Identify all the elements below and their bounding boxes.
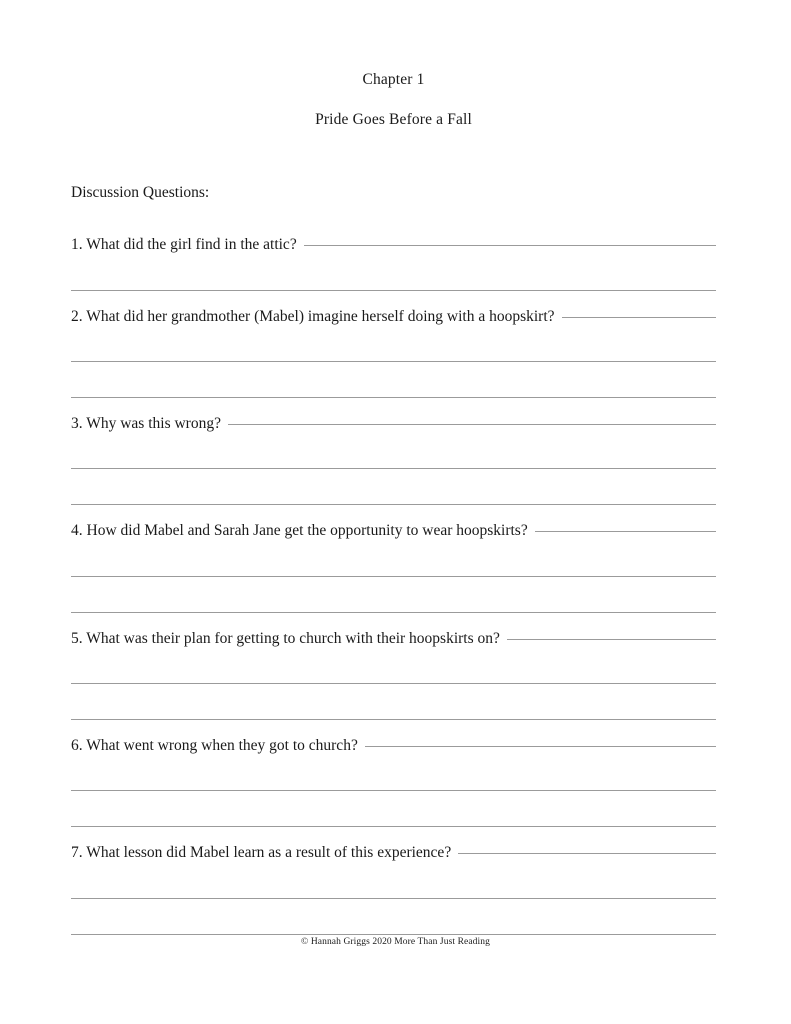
answer-line[interactable] xyxy=(507,639,716,640)
question-block xyxy=(71,291,716,398)
question-row xyxy=(71,827,716,862)
answer-line[interactable] xyxy=(535,531,716,532)
copyright-footer: © Hannah Griggs 2020 More Than Just Reading xyxy=(301,937,490,947)
answer-line[interactable] xyxy=(228,424,716,425)
question-block xyxy=(71,827,716,934)
question-row xyxy=(71,505,716,540)
question-text: 2. What did her grandmother (Mabel) imagine herself doing with a hoopskirt? xyxy=(71,307,555,325)
answer-line[interactable] xyxy=(71,576,716,577)
question-text: 7. What lesson did Mabel learn as a result of this experience? xyxy=(71,844,452,862)
question-block xyxy=(71,219,716,290)
page-subtitle: Pride Goes Before a Fall xyxy=(315,110,472,128)
question-row xyxy=(71,720,716,755)
question-row xyxy=(71,613,716,648)
answer-line[interactable] xyxy=(458,853,716,854)
question-text: 4. How did Mabel and Sarah Jane get the opportunity to wear hoopskirts? xyxy=(71,522,528,540)
question-row xyxy=(71,291,716,326)
answer-line[interactable] xyxy=(71,468,716,469)
question-row xyxy=(71,398,716,433)
questions-list xyxy=(71,219,716,935)
answer-line[interactable] xyxy=(71,361,716,362)
question-block xyxy=(71,720,716,827)
question-block xyxy=(71,613,716,720)
answer-line[interactable] xyxy=(304,245,716,246)
answer-line[interactable] xyxy=(71,898,716,899)
page-title: Chapter 1 xyxy=(362,71,425,88)
answer-line[interactable] xyxy=(562,317,716,318)
question-text: 5. What was their plan for getting to church with their hoopskirts on? xyxy=(71,629,500,647)
document-heading xyxy=(71,0,716,129)
question-row xyxy=(71,219,716,254)
answer-line[interactable] xyxy=(71,934,716,935)
question-text: 6. What went wrong when they got to church? xyxy=(71,737,358,755)
question-text: 1. What did the girl find in the attic? xyxy=(71,236,297,254)
question-text: 3. Why was this wrong? xyxy=(71,414,221,432)
page-content xyxy=(71,0,716,935)
question-block xyxy=(71,505,716,612)
answer-line[interactable] xyxy=(365,746,716,747)
answer-line[interactable] xyxy=(71,790,716,791)
question-block xyxy=(71,398,716,505)
discussion-questions-label: Discussion Questions: xyxy=(71,183,210,201)
answer-line[interactable] xyxy=(71,683,716,684)
